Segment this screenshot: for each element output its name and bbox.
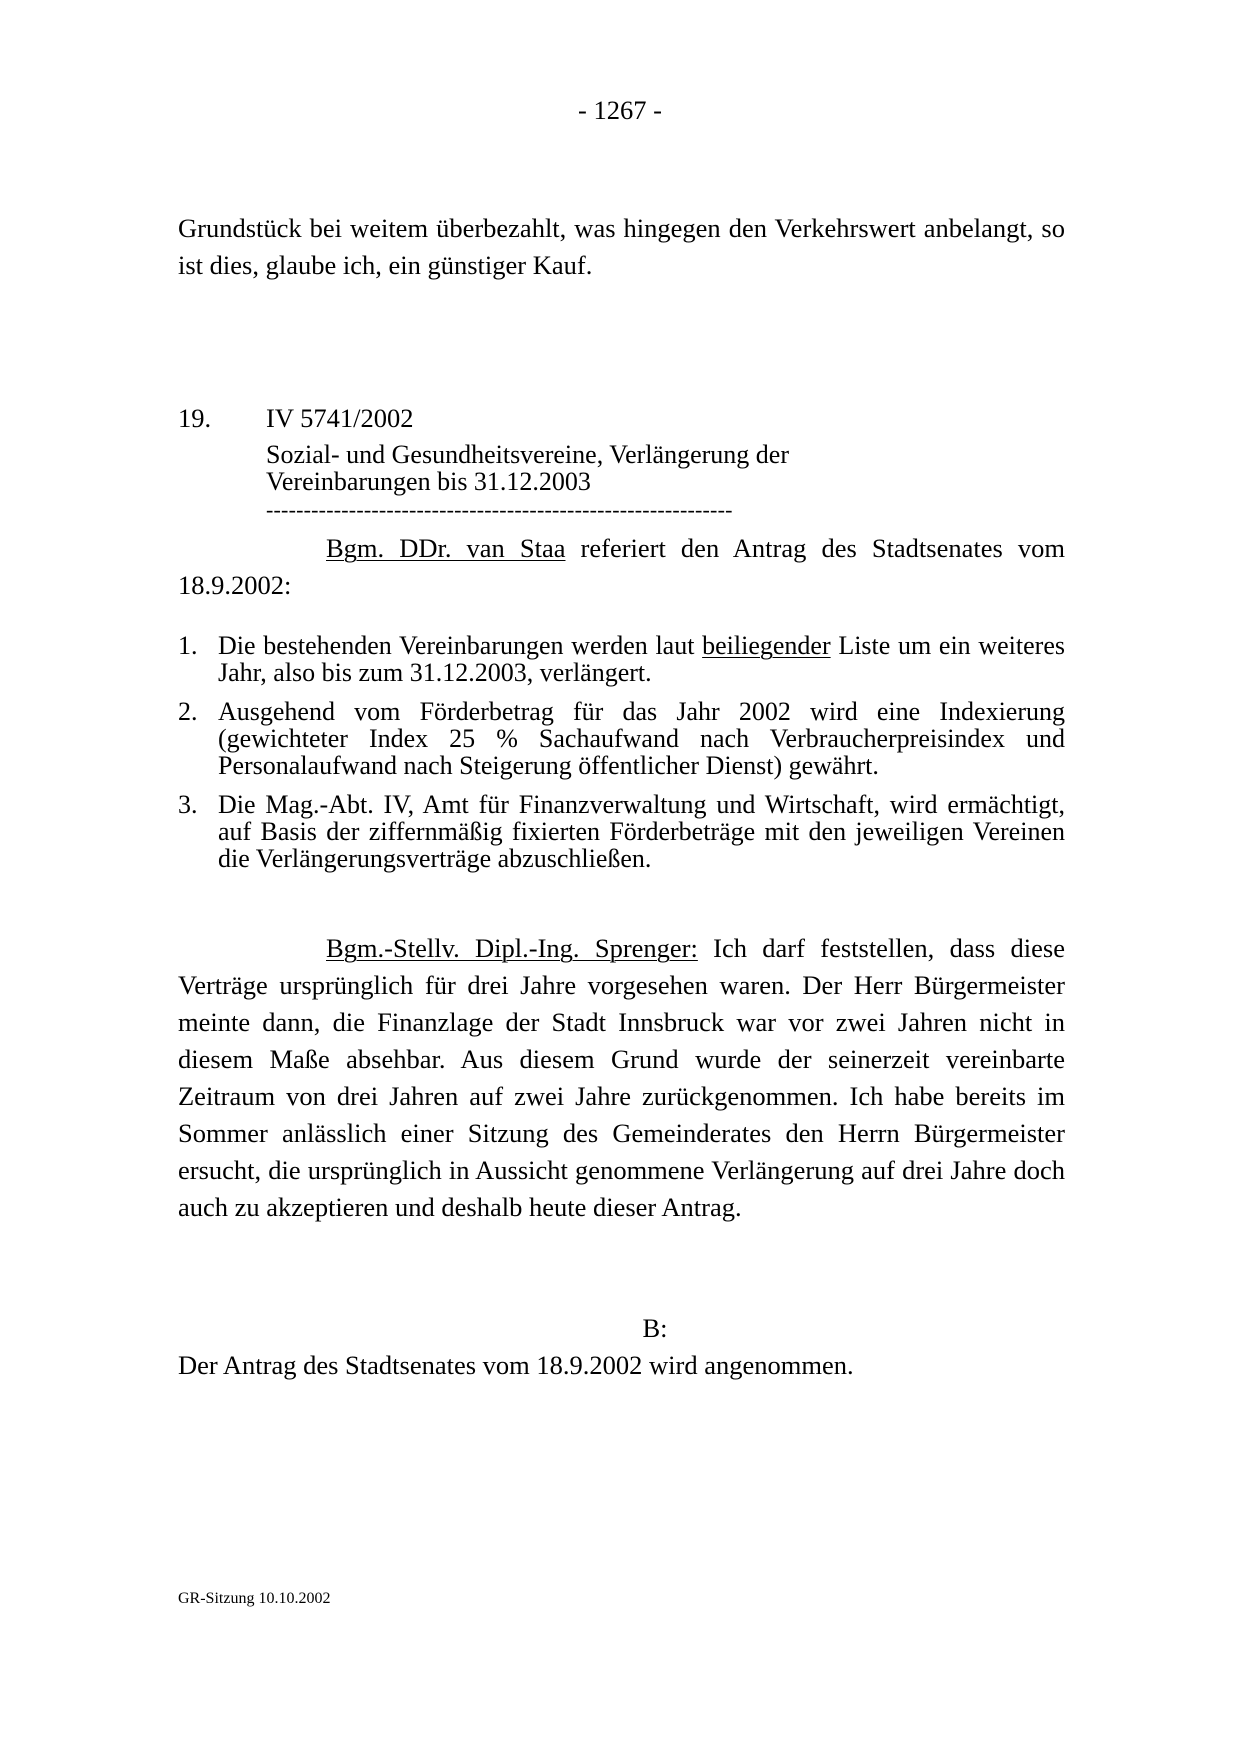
motion-first-line — [178, 530, 1065, 567]
statement-speaker: Bgm.-Stellv. Dipl.-Ing. Sprenger: — [326, 933, 698, 963]
resolution-number: 3. — [178, 790, 198, 819]
intro-paragraph: Grundstück bei weitem überbezahlt, was hingegen den Verkehrswert anbelangt, so ist dies, glaube ich, ein günstiger Kauf. — [178, 213, 1065, 280]
agenda-item-separator: -------------------------------------------------------------- — [266, 497, 733, 522]
resolution-text: Die bestehenden Vereinbarungen werden laut — [218, 631, 703, 660]
resolution-item — [178, 698, 1065, 779]
decision-text: Der Antrag des Stadtsenates vom 18.9.2002 wird angenommen. — [178, 1350, 854, 1380]
decision-label: B: — [642, 1313, 668, 1343]
resolution-text: Die Mag.-Abt. IV, Amt für Finanzverwaltung und Wirtschaft, wird ermächtigt, auf Basis der ziffernmäßig fixierten Förderbeträge mit den jeweiligen Vereinen die Verlängerungsverträge abzuschließen. — [218, 790, 1065, 873]
resolution-list — [178, 632, 1065, 884]
resolution-number: 1. — [178, 631, 198, 660]
resolution-text: Liste um ein weiteres Jahr, also bis zum 31.12.2003, verlängert. — [218, 631, 1065, 687]
motion-text: referiert den Antrag des Stadtsenates vom — [565, 533, 1065, 563]
resolution-text: Ausgehend vom Förderbetrag für das Jahr 2002 wird eine Indexierung (gewichteter Index 25 % Sachaufwand nach Verbraucherpreisindex und Personalaufwand nach Steigerung öffentlicher Dienst) gewährt. — [218, 697, 1065, 780]
agenda-item-title-line: Vereinbarungen bis 31.12.2003 — [266, 467, 591, 496]
motion-date: 18.9.2002: — [178, 570, 292, 600]
resolution-number: 2. — [178, 697, 198, 726]
statement-text: Ich darf feststellen, dass diese Verträge ursprünglich für drei Jahre vorgesehen waren. Der Herr Bürgermeister meinte dann, die Finanzlage der Stadt Innsbruck war vor zwei Jahren nicht in diesem Maße absehbar. Aus diesem Grund wurde der seinerzeit vereinbarte Zeitraum von drei Jahren auf zwei Jahre zurückgenommen. Ich habe bereits im Sommer anlässlich einer Sitzung des Gemeinderates den Herrn Bürgermeister ersucht, die ursprünglich in Aussicht genommene Verlängerung auf drei Jahre doch auch zu akzeptieren und deshalb heute dieser Antrag. — [178, 933, 1065, 1222]
agenda-item-title-line: Sozial- und Gesundheitsvereine, Verlängerung der — [266, 440, 789, 469]
agenda-item-reference: IV 5741/2002 — [266, 403, 414, 433]
motion-paragraph — [178, 530, 1065, 604]
footer-text: GR-Sitzung 10.10.2002 — [178, 1590, 331, 1607]
motion-speaker: Bgm. DDr. van Staa — [326, 533, 566, 563]
resolution-item — [178, 791, 1065, 872]
page-number: - 1267 - — [578, 95, 662, 125]
agenda-item-number: 19. — [178, 403, 212, 433]
statement-paragraph — [178, 930, 1065, 1226]
resolution-item — [178, 632, 1065, 686]
resolution-underlined-text: beiliegender — [702, 631, 831, 660]
agenda-item-title — [266, 441, 966, 495]
